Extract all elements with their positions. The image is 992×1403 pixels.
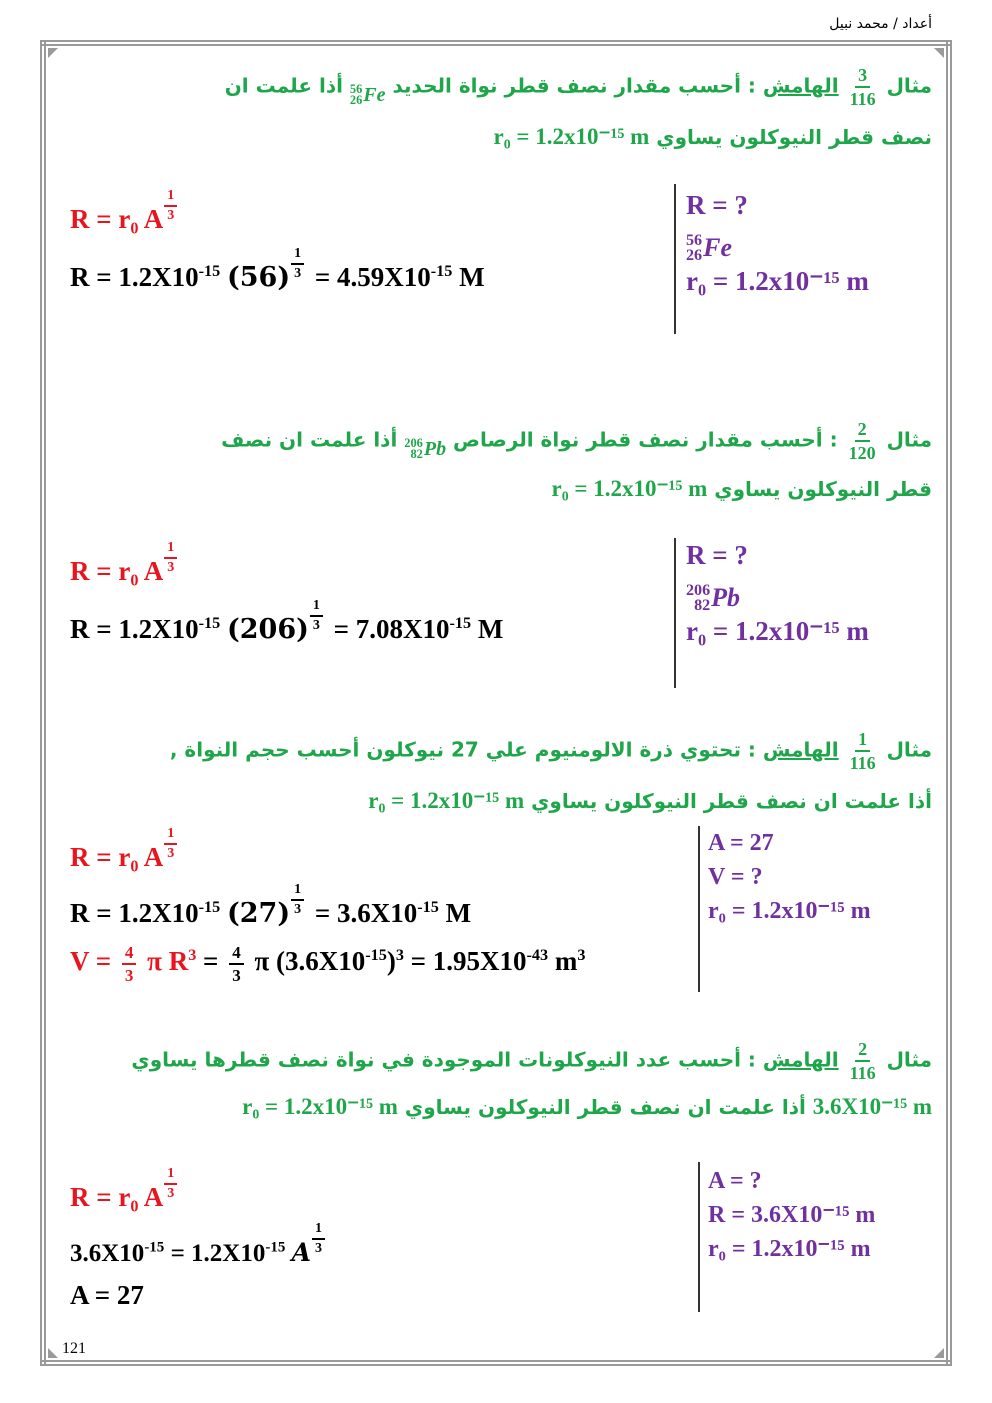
given-divider xyxy=(698,826,700,992)
score-fraction: $\frac{1}{116}$ xyxy=(849,729,876,773)
author-header: أعداد / محمد نبيل xyxy=(829,16,932,32)
page-border-left xyxy=(40,40,46,1364)
given-divider xyxy=(698,1162,700,1312)
page-border-right xyxy=(946,40,952,1364)
example-1-question-line-1: مثال $\frac{3}{116}$ الهامش : أحسب مقدار نصف قطر نواة الحديد 56 26 Fe أذا علمت ان xyxy=(224,65,932,109)
margin-tag: الهامش xyxy=(762,737,839,762)
margin-tag: الهامش xyxy=(762,73,839,98)
example-2-question-line-2: قطر النيوكلون يساوي r₀ = 1.2x10⁻¹⁵ m xyxy=(551,476,932,501)
corner-ornament xyxy=(48,48,58,58)
page-border-top xyxy=(40,40,952,46)
score-fraction: $\frac{2}{116}$ xyxy=(849,1039,876,1083)
given-divider xyxy=(674,538,676,688)
example-4-question-line-2: 3.6X10⁻¹⁵ m أذا علمت ان نصف قطر النيوكلون يساوي r₀ = 1.2x10⁻¹⁵ m xyxy=(242,1094,932,1119)
page-number: 121 xyxy=(62,1340,86,1357)
margin-tag: الهامش xyxy=(762,1047,839,1072)
example-2-question-line-1: مثال $\frac{2}{120}$ : أحسب مقدار نصف قطر نواة الرصاص 206 82 Pb أذا علمت ان نصف xyxy=(221,419,932,463)
example-2-formula: R = r₀ A $\frac{1}{3}$ xyxy=(70,556,181,591)
lead-nuclide: 206 82 Pb xyxy=(404,435,447,462)
example-3-formula: R = r₀ A $\frac{1}{3}$ xyxy=(70,842,181,877)
example-3-volume: V = $\frac{4}{3}$ π $R^3$ = $\frac{4}{3}$ π $(3.6X10^{-15})^3 = 1.95X10^{-43}$ $m^3$ xyxy=(70,943,586,985)
example-2-substitution: $R = 1.2X10^{-15}$ (206) $\frac{1}{3}$ = $7.08X10^{-15}$ M xyxy=(70,597,504,645)
example-4-formula: R = r₀ A $\frac{1}{3}$ xyxy=(70,1182,181,1217)
corner-ornament xyxy=(48,1348,58,1358)
example-1-formula: R = r₀ A $\frac{1}{3}$ xyxy=(70,204,181,239)
example-1-substitution: $R = 1.2X10^{-15}$ (56) $\frac{1}{3}$ = $4.59X10^{-15}$ M xyxy=(70,245,485,293)
iron-nuclide: 56 26 Fe xyxy=(349,81,386,108)
example-3-substitution: $R = 1.2X10^{-15}$ (27) $\frac{1}{3}$ = $3.6X10^{-15}$ M xyxy=(70,881,472,929)
corner-ornament xyxy=(934,48,944,58)
example-1-question-line-2: نصف قطر النيوكلون يساوي r₀ = 1.2x10⁻¹⁵ m xyxy=(493,124,932,149)
example-4-result: A = 27 xyxy=(70,1280,144,1310)
example-3-given: A = 27 V = ? r₀ = 1.2x10⁻¹⁵ m xyxy=(708,830,871,924)
score-fraction: $\frac{3}{116}$ xyxy=(849,65,876,109)
example-4-question-line-1: مثال $\frac{2}{116}$ الهامش : أحسب عدد النيوكلونات الموجودة في نواة نصف قطرها يساوي xyxy=(131,1039,932,1083)
given-divider xyxy=(674,184,676,334)
example-4-given: A = ? R = 3.6X10⁻¹⁵ m r₀ = 1.2x10⁻¹⁵ m xyxy=(708,1168,876,1262)
score-fraction: $\frac{2}{120}$ xyxy=(848,419,876,463)
corner-ornament xyxy=(934,1348,944,1358)
example-3-question-line-1: مثال $\frac{1}{116}$ الهامش : تحتوي ذرة الالومنيوم علي 27 نيوكلون أحسب حجم النواة , xyxy=(169,729,932,773)
page-border-bottom xyxy=(40,1360,952,1366)
example-2-given: R = ? 206 82 Pb r₀ = 1.2x10⁻¹⁵ m xyxy=(686,540,869,646)
example-3-question-line-2: أذا علمت ان نصف قطر النيوكلون يساوي r₀ = 1.2x10⁻¹⁵ m xyxy=(368,788,932,813)
example-4-substitution: $3.6X10^{-15} = 1.2X10^{-15}$ A $\frac{1}{3}$ xyxy=(70,1238,329,1272)
example-1-given: R = ? 56 26 Fe r₀ = 1.2x10⁻¹⁵ m xyxy=(686,190,869,296)
